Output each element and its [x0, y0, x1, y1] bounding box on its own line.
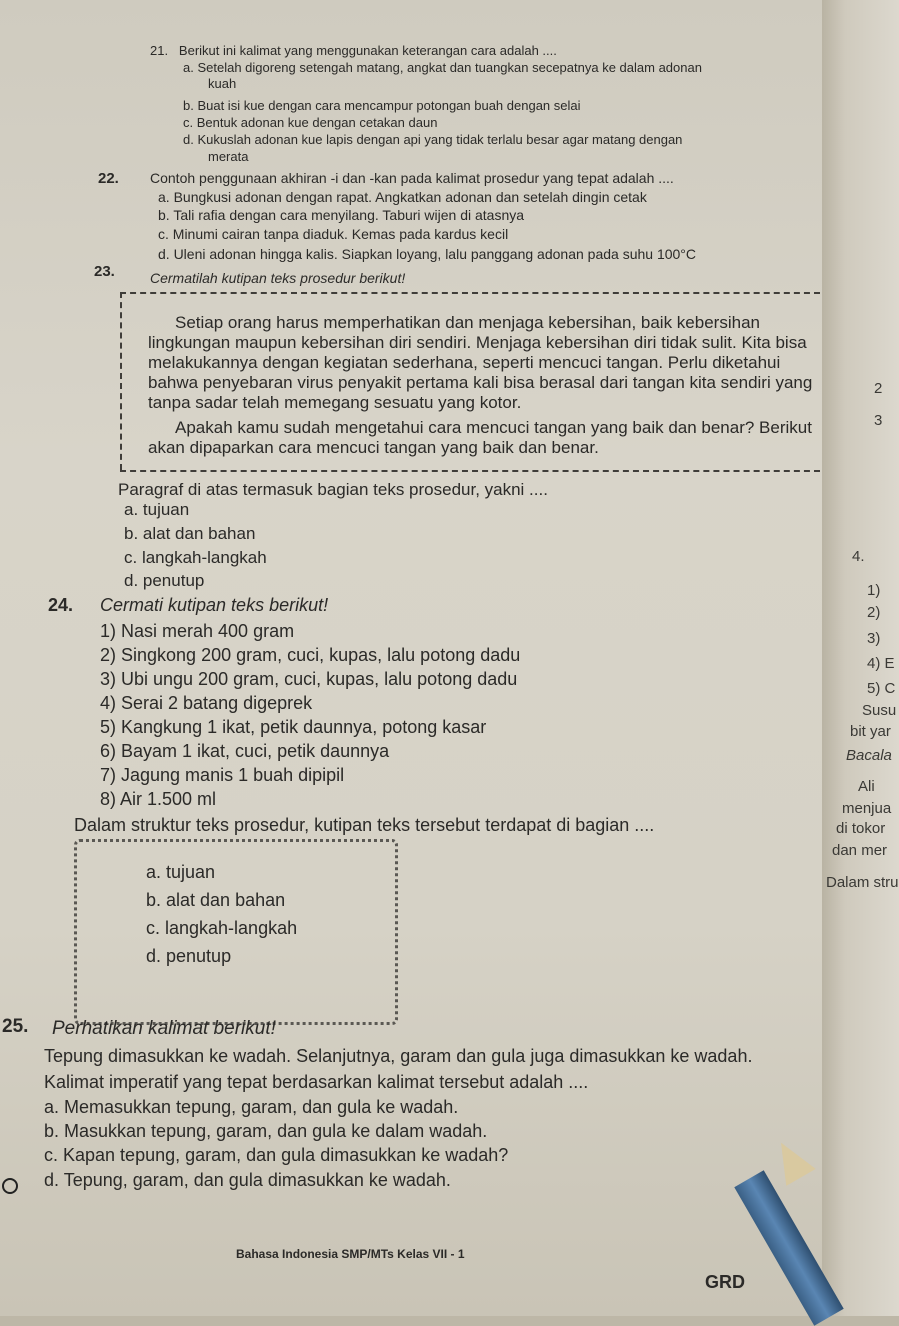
side-s8: Dalam stru — [826, 874, 899, 891]
q22-number: 22. — [98, 170, 119, 187]
q21-option-d-cont: merata — [208, 149, 249, 164]
side-c2: 2) — [867, 604, 881, 621]
side-s3: Bacala — [846, 747, 892, 764]
q21-option-b: b. Buat isi kue dengan cara mencampur potongan buah dengan selai — [183, 98, 581, 113]
q24-item-4: 4) Serai 2 batang digeprek — [100, 693, 313, 713]
q25-question: Kalimat imperatif yang tepat berdasarkan kalimat tersebut adalah .... — [44, 1072, 589, 1092]
q22-option-c: c. Minumi cairan tanpa diaduk. Kemas pada kardus kecil — [158, 226, 509, 242]
q22-stem: Contoh penggunaan akhiran -i dan -kan pada kalimat prosedur yang tepat adalah .... — [150, 170, 674, 186]
side-c5: 5) C — [867, 680, 896, 697]
side-s2: bit yar — [850, 723, 891, 740]
side-c1: 1) — [867, 582, 881, 599]
side-c4: 4) E — [867, 655, 895, 672]
q21-stem: 21. Berikut ini kalimat yang menggunakan keterangan cara adalah .... — [150, 43, 557, 58]
excerpt-line-6: Apakah kamu sudah mengetahui cara mencuci tangan yang baik dan benar? Berikut — [175, 418, 812, 437]
o-ring-icon — [2, 1178, 18, 1194]
side-s4: Ali — [858, 778, 875, 795]
excerpt-line-7: akan dipaparkan cara mencuci tangan yang baik dan benar. — [148, 438, 599, 457]
q25-number: 25. — [2, 1016, 29, 1037]
q23-option-d: d. penutup — [124, 571, 205, 590]
side-s1: Susu — [862, 702, 897, 719]
q25-option-c: c. Kapan tepung, garam, dan gula dimasukkan ke wadah? — [44, 1145, 509, 1165]
q24-item-1: 1) Nasi merah 400 gram — [100, 621, 295, 641]
footer-book-title: Bahasa Indonesia SMP/MTs Kelas VII - 1 — [236, 1247, 465, 1261]
excerpt-box-left — [120, 292, 122, 470]
q24-item-2: 2) Singkong 200 gram, cuci, kupas, lalu potong dadu — [100, 645, 521, 665]
q24-item-6: 6) Bayam 1 ikat, cuci, petik daunnya — [100, 741, 390, 761]
q24-number: 24. — [48, 595, 74, 615]
excerpt-line-5: tanpa sadar telah memegang sesuatu yang kotor. — [148, 393, 522, 412]
side-n4: 4. — [852, 548, 865, 565]
grd-stamp: GRD — [705, 1272, 745, 1292]
side-c3: 3) — [867, 630, 881, 647]
q21-option-a: a. Setelah digoreng setengah matang, angkat dan tuangkan secepatnya ke dalam adonan — [183, 60, 702, 75]
q23-option-a: a. tujuan — [124, 500, 190, 519]
right-page-edge — [822, 0, 899, 1316]
q23-stem: Cermatilah kutipan teks prosedur berikut! — [150, 270, 406, 286]
excerpt-line-2: lingkungan maupun kebersihan diri sendiri. Menjaga kebersihan diri tidak sulit. Kita bisa — [148, 333, 807, 352]
q25-option-a: a. Memasukkan tepung, garam, dan gula ke wadah. — [44, 1097, 459, 1117]
q24-item-8: 8) Air 1.500 ml — [100, 789, 217, 809]
side-s7: dan mer — [832, 842, 888, 859]
excerpt-line-3: melakukannya dengan kegiatan sederhana, seperti mencuci tangan. Perlu diketahui — [148, 353, 781, 372]
q24-item-3: 3) Ubi ungu 200 gram, cuci, kupas, lalu potong dadu — [100, 669, 518, 689]
side-s6: di tokor — [836, 820, 886, 837]
excerpt-line-4: bahwa penyebaran virus penyakit pertama kali bisa berasal dari tangan kita sendiri yang — [148, 373, 813, 392]
q23-option-c: c. langkah-langkah — [124, 548, 267, 567]
q24-option-b: b. alat dan bahan — [146, 890, 286, 910]
q24-option-c: c. langkah-langkah — [146, 918, 298, 938]
side-s5: menjua — [842, 800, 892, 817]
q25-option-d: d. Tepung, garam, dan gula dimasukkan ke wadah. — [44, 1170, 451, 1190]
q25-sentence: Tepung dimasukkan ke wadah. Selanjutnya, garam dan gula juga dimasukkan ke wadah. — [44, 1046, 753, 1066]
excerpt-line-1: Setiap orang harus memperhatikan dan menjaga kebersihan, baik kebersihan — [175, 313, 760, 332]
q21-option-c: c. Bentuk adonan kue dengan cetakan daun — [183, 115, 438, 130]
q21-option-d: d. Kukuslah adonan kue lapis dengan api yang tidak terlalu besar agar matang dengan — [183, 132, 683, 147]
q21-number: 21. — [150, 43, 169, 58]
q24-item-5: 5) Kangkung 1 ikat, petik daunnya, potong kasar — [100, 717, 487, 737]
side-n3: 3 — [874, 412, 883, 429]
q22-option-b: b. Tali rafia dengan cara menyilang. Taburi wijen di atasnya — [158, 207, 525, 223]
q23-question: Paragraf di atas termasuk bagian teks prosedur, yakni .... — [118, 480, 548, 499]
q24-stem: Cermati kutipan teks berikut! — [100, 595, 329, 615]
q23-number: 23. — [94, 263, 115, 280]
q24-question: Dalam struktur teks prosedur, kutipan teks tersebut terdapat di bagian .... — [74, 815, 655, 835]
q25-stem: Perhatikan kalimat berikut! — [52, 1018, 276, 1039]
q22-option-d: d. Uleni adonan hingga kalis. Siapkan loyang, lalu panggang adonan pada suhu 100°C — [158, 246, 697, 262]
q24-item-7: 7) Jagung manis 1 buah dipipil — [100, 765, 345, 785]
side-n2: 2 — [874, 380, 883, 397]
q25-option-b: b. Masukkan tepung, garam, dan gula ke dalam wadah. — [44, 1121, 488, 1141]
q21-option-a-cont: kuah — [208, 76, 237, 91]
q24-option-d: d. penutup — [146, 946, 232, 966]
q24-option-a: a. tujuan — [146, 862, 216, 882]
q22-option-a: a. Bungkusi adonan dengan rapat. Angkatkan adonan dan setelah dingin cetak — [158, 189, 647, 205]
q23-option-b: b. alat dan bahan — [124, 524, 256, 543]
